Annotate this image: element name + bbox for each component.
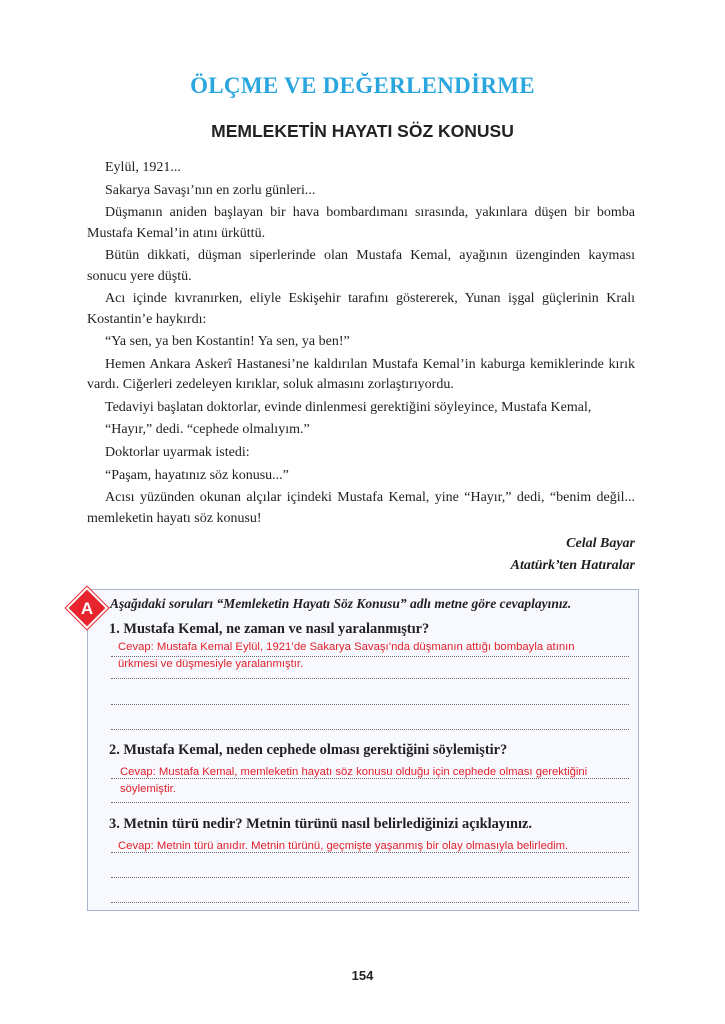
story-paragraph: Tedaviyi başlatan doktorlar, evinde dinlenmesi gerektiğini söyleyince, Mustafa Kemal, (105, 399, 592, 415)
answer-line (111, 704, 629, 705)
activity-badge-letter: A (80, 599, 94, 618)
story-paragraph: Acısı yüzünden okunan alçılar içindeki Mustafa Kemal, yine “Hayır,” dedi, “benim değil... memleketin hayatı söz konusu! (87, 490, 635, 526)
story-paragraph: Bütün dikkati, düşman siperlerinde olan Mustafa Kemal, ayağının üzenginden kayması sonucu yere düştü. (87, 248, 635, 284)
story-paragraph: Doktorlar uyarmak istedi: (105, 444, 250, 460)
story-paragraph: “Hayır,” dedi. “cephede olmalıyım.” (105, 422, 310, 438)
answer-2-line-2[interactable]: söylemiştir. (120, 783, 176, 795)
story-paragraph: Sakarya Savaşı’nın en zorlu günleri... (105, 182, 316, 198)
instruction-text: Aşağıdaki soruları “Memleketin Hayatı Söz Konusu” adlı metne göre cevaplayınız. (110, 596, 572, 611)
answer-line (111, 802, 629, 803)
story-title: MEMLEKETİN HAYATI SÖZ KONUSU (211, 121, 514, 141)
story-paragraph: Acı içinde kıvranırken, eliyle Eskişehir tarafını göstererek, Yunan işgal güçlerinin Kralı Kostantin’e haykırdı: (87, 291, 635, 327)
answer-2-line-1[interactable]: Cevap: Mustafa Kemal, memleketin hayatı söz konusu olduğu için cephede olması gerektiğini (120, 766, 588, 778)
section-title: ÖLÇME VE DEĞERLENDİRME (190, 73, 535, 98)
question-2: 2. Mustafa Kemal, neden cephede olması gerektiğini söylemiştir? (109, 742, 508, 758)
answer-1-line-1[interactable]: Cevap: Mustafa Kemal Eylül, 1921’de Sakarya Savaşı’nda düşmanın attığı bombayla atının (118, 641, 575, 653)
source-title: Atatürk’ten Hatıralar (510, 558, 635, 574)
question-3: 3. Metnin türü nedir? Metnin türünü nasıl belirlediğinizi açıklayınız. (109, 816, 532, 832)
answer-line (111, 852, 629, 853)
question-1: 1. Mustafa Kemal, ne zaman ve nasıl yaralanmıştır? (109, 621, 430, 637)
answer-3-line-1[interactable]: Cevap: Metnin türü anıdır. Metnin türünü, geçmişte yaşanmış bir olay olmasıyla belirledim. (118, 840, 569, 852)
story-paragraph: “Ya sen, ya ben Kostantin! Ya sen, ya ben!” (105, 334, 350, 350)
story-paragraph: Düşmanın aniden başlayan bir hava bombardımanı sırasında, yakınlara düşen bir bomba Mustafa Kemal’in atını ürküttü. (87, 205, 635, 241)
answer-line (111, 729, 629, 730)
story-text (87, 158, 635, 577)
answer-line (111, 678, 629, 679)
story-paragraph: “Paşam, hayatınız söz konusu...” (105, 467, 289, 483)
story-paragraph: Hemen Ankara Askerî Hastanesi’ne kaldırılan Mustafa Kemal’in kaburga kemiklerinde kırık vardı. Ciğerleri zedeleyen kırıklar, soluk almasını zorlaştırıyordu. (87, 356, 635, 393)
author-name: Celal Bayar (566, 535, 635, 551)
story-paragraph: Eylül, 1921... (105, 160, 181, 175)
answer-line (111, 902, 629, 903)
answer-1-line-2[interactable]: ürkmesi ve düşmesiyle yaralanmıştır. (118, 658, 304, 670)
page-number: 154 (351, 968, 374, 983)
answer-line (111, 778, 629, 779)
answer-line (111, 877, 629, 878)
answer-line (111, 656, 629, 657)
